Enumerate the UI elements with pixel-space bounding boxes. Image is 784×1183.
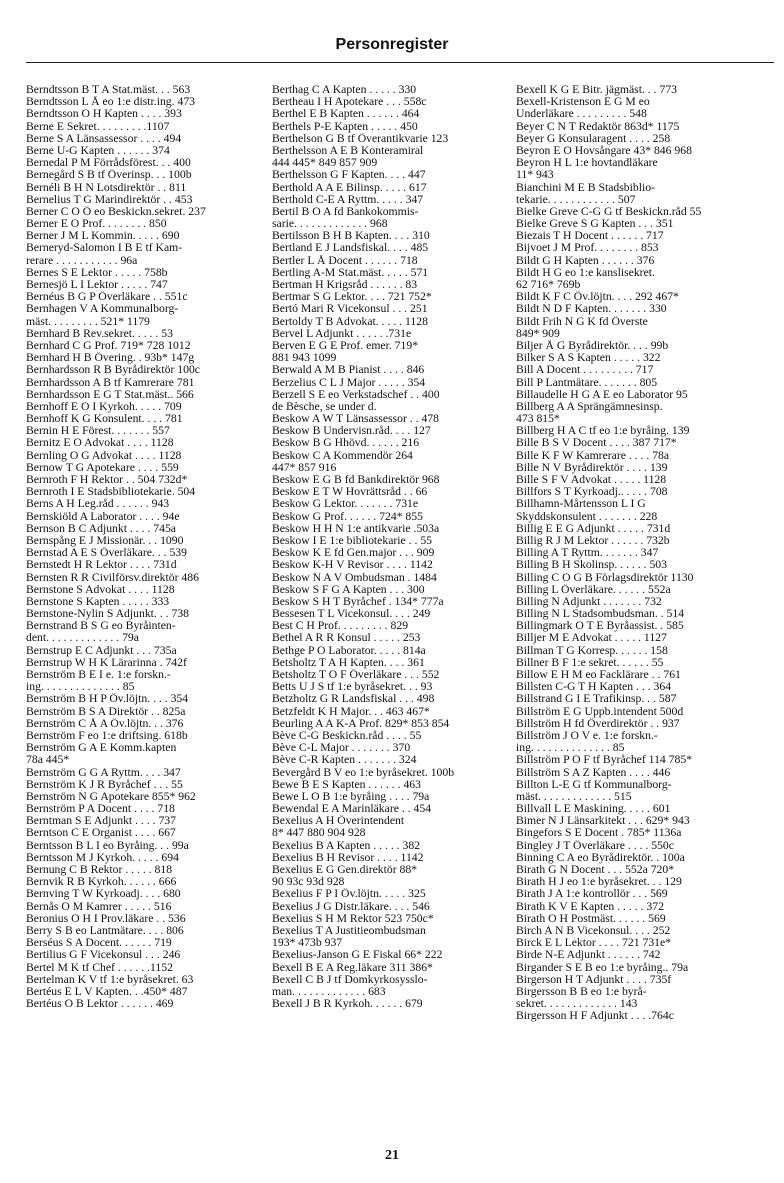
register-entry: mäst. . . . . . . . . . . . . 515	[516, 790, 632, 803]
register-entry: Bertelman K V tf 1:e byråsekret. 63	[26, 973, 194, 986]
register-entry: 90 93c 93d 928	[272, 876, 345, 889]
register-entry: Birde N-E Adjunkt . . . . . . 742	[516, 949, 661, 962]
register-entry: Bethge P O Laborator. . . . . 814a	[272, 644, 426, 657]
register-entry: Bernstrand B S G eo Byråinten-	[26, 620, 176, 633]
register-entry: Bève C-R Kapten . . . . . . . 324	[272, 754, 417, 767]
register-entry: Beyer C N T Redaktör 863d* 1175	[516, 120, 680, 133]
register-entry: Berzelius C L J Major . . . . . 354	[272, 376, 426, 389]
register-entry: Billström S A Z Kapten . . . . 446	[516, 766, 671, 779]
register-entry: Bildt N D F Kapten. . . . . . . 330	[516, 303, 667, 316]
register-entry: Bernson B C Adjunkt . . . . 745a	[26, 522, 176, 535]
register-entry: 62 716* 769b	[516, 279, 581, 291]
register-entry: Berthelsson G F Kapten. . . . 447	[272, 169, 426, 182]
register-entry: Bernspång E J Missionär. . . 1090	[26, 534, 184, 547]
register-entry: Berthelson G B tf Överantikvarie 123	[272, 132, 449, 145]
register-entry: Billaudelle H G A E eo Laborator 95	[516, 388, 688, 401]
register-entry: Billström H fd Överdirektör . . 937	[516, 717, 680, 730]
register-entry: Bexelius F P I Öv.löjtn. . . . . 325	[272, 888, 426, 901]
register-entry: Beskow S H T Byråchef . 134* 777a	[272, 595, 444, 608]
register-entry: Bernstrup E C Adjunkt . . . 735a	[26, 644, 177, 657]
register-entry: Bernow T G Apotekare . . . . 559	[26, 461, 179, 474]
register-entry: Bernung C B Rektor . . . . . 818	[26, 864, 173, 876]
register-entry: Bernstone-Nylin S Adjunkt. . . 738	[26, 608, 189, 621]
register-entry: Berthels P-E Kapten . . . . . 450	[272, 120, 418, 133]
register-entry: Bertéus E L V Kapten. . .450* 487	[26, 985, 188, 998]
register-entry: Billfors S T Kyrkoadj.. . . . . 708	[516, 486, 668, 499]
register-entry: Bernström B E I e. 1:e forskn.-	[26, 669, 171, 681]
register-entry: Betzfeldt K H Major. . . 463 467*	[272, 705, 430, 718]
register-entry: Berne S A Länsassessor . . . . 494	[26, 132, 182, 145]
register-entry: 444 445* 849 857 909	[272, 157, 378, 170]
register-entry: 447* 857 916	[272, 461, 337, 474]
register-entry: Betzholtz G R Landsfiskal . . . 498	[272, 693, 435, 706]
register-entry: Bexell-Kristenson E G M eo	[516, 96, 650, 109]
register-entry: Bernhard B Rev.sekret. . . . . 53	[26, 327, 173, 340]
register-entry: Berthelsson A E B Konteramiral	[272, 144, 424, 157]
register-entry: Bexelius B A Kapten . . . . . 382	[272, 839, 421, 852]
register-entry: Bingley J T Överläkare . . . . 550c	[516, 839, 674, 852]
register-entry: Bielke Greve S G Kapten . . . 351	[516, 218, 674, 231]
register-entry: Bille S F V Advokat . . . . . 1128	[516, 474, 667, 486]
register-entry: Skyddskonsulent . . . . . . . 228	[516, 510, 658, 523]
register-entry: Berner C O Ö eo Beskickn.sekret. 237	[26, 205, 206, 218]
register-entry: Bernström B H P Öv.löjtn. . . . 354	[26, 693, 189, 706]
register-entry: Berven E G E Prof. emer. 719*	[272, 339, 419, 352]
register-entry: Birath O H Postmäst. . . . . . 569	[516, 912, 666, 925]
register-column-2	[272, 84, 506, 1010]
register-entry: Bernroth I E Stadsbibliotekarie. 504	[26, 486, 196, 499]
register-entry: Bernedal P M Förrådsförest. . . 400	[26, 157, 191, 170]
register-entry: Bingefors S E Docent . 785* 1136a	[516, 827, 682, 840]
register-entry: 881 943 1099	[272, 352, 337, 365]
register-entry: Bimer N J Länsarkitekt . . . 629* 943	[516, 815, 690, 828]
register-entry: Bertilius G F Vicekonsul . . . 246	[26, 949, 181, 962]
register-entry: Bexelius S H M Rektor 523 750c*	[272, 912, 434, 925]
register-entry: Birath G N Docent . . . 552a 720*	[516, 864, 675, 876]
register-entry: Bernström P A Docent . . . . 718	[26, 803, 175, 816]
register-entry: Beyron E O Hovsångare 43* 846 968	[516, 144, 692, 157]
register-entry: Bernström K J R Byråchef . . . 55	[26, 778, 183, 791]
register-entry: Berneryd-Salomon I B E tf Kam-	[26, 242, 183, 255]
register-entry: Bernhard H B Övering. . 93b* 147g	[26, 352, 195, 365]
register-entry: Bernskiöld A Laborator . . . . 94e	[26, 510, 180, 523]
register-entry: Beskow E T W Hovrättsråd . . 66	[272, 486, 428, 499]
register-entry: Beskow I E 1:e bibliotekarie . . 55	[272, 534, 433, 547]
register-entry: Berwald A M B Pianist . . . . 846	[272, 364, 425, 377]
register-entry: Billstrand G I E Trafikinsp. . . 587	[516, 693, 677, 706]
register-entry: Billner B F 1:e sekret. . . . . . 55	[516, 656, 664, 669]
register-entry: Bernström N G Apotekare 855* 962	[26, 790, 196, 803]
register-entry: Bildt Frih N G K fd Överste	[516, 315, 648, 328]
register-entry: Billing L Överläkare. . . . . . 552a	[516, 583, 671, 596]
register-entry: sekret. . . . . . . . . . . . . 143	[516, 998, 638, 1011]
register-entry: Betsholtz T O F Överläkare . . . 552	[272, 669, 440, 681]
register-entry: Bexell K G E Bitr. jägmäst. . . 773	[516, 84, 678, 96]
register-entry: Billman T G Korresp. . . . . . 158	[516, 644, 668, 657]
register-entry: Bernström F eo 1:e driftsing. 618b	[26, 729, 188, 742]
register-entry: Beskow N A V Ombudsman . 1484	[272, 571, 437, 584]
register-entry: Beskow A W T Länsassessor . . 478	[272, 413, 439, 426]
register-entry: Berthel E B Kapten . . . . . . 464	[272, 108, 420, 121]
register-entry: Bertilsson B H B Kapten. . . . 310	[272, 230, 430, 243]
register-entry: Beskow K E fd Gen.major . . . 909	[272, 547, 435, 560]
register-entry: Billsten C-G T H Kapten . . . 364	[516, 681, 672, 694]
register-entry: Beskow C A Kommendör 264	[272, 449, 413, 462]
register-entry: Bexelius J G Distr.läkare. . . . 546	[272, 900, 430, 913]
register-entry: Bernstone S Kapten . . . . . 333	[26, 595, 170, 608]
register-entry: Billing C O G B Förlagsdirektör 1130	[516, 571, 694, 584]
register-entry: Billing N L Stadsombudsman. . 514	[516, 608, 685, 621]
register-entry: Bexell J B R Kyrkoh. . . . . . 679	[272, 998, 423, 1011]
register-entry: Bernes S E Lektor . . . . . 758b	[26, 266, 168, 279]
register-entry: Bève C-L Major . . . . . . . 370	[272, 742, 411, 755]
register-entry: Beskow B G Hhövd. . . . . . 216	[272, 437, 420, 450]
register-entry: Berner E O Prof. . . . . . . . 850	[26, 218, 167, 231]
register-entry: Beronius O H I Prov.läkare . . 536	[26, 912, 186, 925]
register-entry: Beskow H H N 1:e antikvarie .503a	[272, 522, 440, 535]
register-entry: Birgander S E B eo 1:e byråing.. 79a	[516, 961, 689, 974]
register-entry: Bernstad A E S Överläkare. . . 539	[26, 547, 187, 560]
register-entry: Bertó Mari R Vicekonsul . . . 251	[272, 303, 428, 316]
header-rule	[26, 62, 774, 63]
register-entry: Bernstone S Advokat . . . . 1128	[26, 583, 175, 596]
register-entry: Berthold C-E A Ryttm. . . . . 347	[272, 193, 424, 206]
register-entry: Berndtsson O H Kapten . . . . 393	[26, 108, 182, 121]
register-entry: Bertil B O A fd Bankokommis-	[272, 205, 419, 218]
register-entry: Birch A N B Vicekonsul. . . . 252	[516, 924, 671, 937]
register-entry: Berndtsson B T A Stat.mäst. . . 563	[26, 84, 191, 96]
register-entry: sarie. . . . . . . . . . . . . 968	[272, 218, 388, 231]
register-entry: Billing A T Ryttm. . . . . . . 347	[516, 547, 659, 560]
register-entry: Berner J M L Kommin. . . . . 690	[26, 230, 180, 243]
register-entry: Underläkare . . . . . . . . . 548	[516, 108, 647, 121]
register-entry: Bernin H E Förest. . . . . . . 557	[26, 425, 170, 438]
register-entry: Berns A H Leg.råd . . . . . . 943	[26, 498, 170, 511]
register-entry: rerare . . . . . . . . . . . 96a	[26, 254, 138, 267]
register-entry: Beskow S F G A Kapten . . . 300	[272, 583, 425, 596]
register-entry: Birgersson B B eo 1:e byrå-	[516, 985, 647, 998]
register-entry: Bielke Greve C-G G tf Beskickn.råd 55	[516, 205, 702, 218]
register-entry: Billjer M E Advokat . . . . . 1127	[516, 632, 667, 645]
register-entry: Bildt H G eo 1:e kanslisekret.	[516, 266, 655, 279]
register-entry: man. . . . . . . . . . . . . 683	[272, 985, 386, 998]
register-entry: Bille B S V Docent . . . . 387 717*	[516, 437, 677, 450]
register-entry: Bertman H Krigsråd . . . . . . 83	[272, 279, 418, 291]
register-entry: Bewe L O B 1:e byråing . . . . 79a	[272, 790, 430, 803]
register-entry: Bertmar S G Lektor. . . . 721 752*	[272, 291, 432, 304]
page-title: Personregister	[335, 36, 449, 53]
register-entry: Bildt G H Kapten . . . . . . 376	[516, 254, 655, 267]
register-entry: Bernéli B H N Lotsdirektör . . 811	[26, 181, 187, 194]
register-entry: Berntsson B L I eo Byråing. . . 99a	[26, 839, 189, 852]
register-entry: Bervel L Adjunkt . . . . . .731e	[272, 327, 412, 340]
register-entry: Bernéus B G P Överläkare . . 551c	[26, 291, 188, 304]
register-entry: Bernhardsson A B tf Kamrerare 781	[26, 376, 195, 389]
register-entry: Beskow K-H V Revisor . . . . 1142	[272, 559, 433, 572]
register-entry: Bertoldy T B Advokat. . . . . 1128	[272, 315, 428, 328]
register-entry: Biezais T H Docent . . . . . . 717	[516, 230, 664, 243]
register-entry: Billig R J M Lektor . . . . . . 732b	[516, 534, 670, 547]
register-column-3	[516, 84, 774, 1022]
register-entry: Best C H Prof. . . . . . . . . 829	[272, 620, 409, 633]
register-entry: Berntson C E Organist . . . . 667	[26, 827, 176, 840]
register-entry: Bernsten R R Civilförsv.direktör 486	[26, 571, 199, 584]
register-entry: Biljer Å G Byrådirektör. . . . 99b	[516, 339, 669, 352]
register-entry: Bernström C Å A Öv.löjtn. . . 376	[26, 717, 184, 730]
register-entry: Bessesen T L Vicekonsul. . . . 249	[272, 608, 431, 621]
register-entry: Bernstedt H R Lektor . . . . 731d	[26, 559, 177, 572]
register-entry: Billton L-E G tf Kommunalborg-	[516, 778, 672, 791]
register-entry: Bernling O G Advokat . . . . 1128	[26, 449, 182, 462]
register-entry: Bijvoet J M Prof. . . . . . . . 853	[516, 242, 659, 255]
register-entry: Berthold A A E Bilinsp. . . . . 617	[272, 181, 427, 194]
register-entry: 849* 909	[516, 327, 560, 340]
register-entry: Beskow G Prof. . . . . . 724* 855	[272, 510, 423, 523]
register-entry: Berne E Sekret. . . . . . . . .1107	[26, 120, 170, 133]
register-entry: Bevergård B V eo 1:e byråsekret. 100b	[272, 766, 455, 779]
register-entry: Bildt K F C Öv.löjtn. . . . 292 467*	[516, 291, 679, 304]
register-entry: Bexell B E A Reg.läkare 311 386*	[272, 961, 433, 974]
register-entry: Birgersson H F Adjunkt . . . .764c	[516, 1010, 674, 1023]
register-entry: Billström E G Uppb.intendent 500d	[516, 705, 684, 718]
register-entry: Bill A Docent . . . . . . . . . 717	[516, 364, 654, 377]
register-entry: Birath H J eo 1:e byråsekret. . . 129	[516, 876, 682, 889]
register-entry: Berthag C A Kapten . . . . . 330	[272, 84, 417, 96]
register-entry: Beyer G Konsularagent . . . . 258	[516, 132, 671, 145]
register-entry: mäst. . . . . . . . . 521* 1179	[26, 315, 150, 328]
register-entry: Bernroth F H Rektor . . 504 732d*	[26, 474, 188, 486]
register-entry: Betsholtz T A H Kapten. . . . 361	[272, 656, 425, 669]
register-entry: 8* 447 880 904 928	[272, 827, 366, 840]
register-entry: Berndtsson L Å eo 1:e distr.ing. 473	[26, 96, 196, 109]
register-entry: Birath K V E Kapten . . . . . 372	[516, 900, 664, 913]
register-entry: 78a 445*	[26, 754, 70, 767]
register-entry: Billow E H M eo Facklärare . . 761	[516, 669, 681, 681]
register-entry: Bexell C B J tf Domkyrkosysslo-	[272, 973, 428, 986]
register-entry: ing. . . . . . . . . . . . . . 85	[516, 742, 625, 755]
register-entry: Beskow E G B fd Bankdirektör 968	[272, 474, 440, 486]
register-entry: Bill P Lantmätare. . . . . . . 805	[516, 376, 658, 389]
register-entry: Bertel M K tf Chef . . . . . .1152	[26, 961, 173, 974]
register-entry: 473 815*	[516, 413, 560, 426]
register-entry: Billing B H Skolinsp. . . . . . 503	[516, 559, 667, 572]
register-entry: Billberg H A C tf eo 1:e byråing. 139	[516, 425, 690, 438]
register-entry: Bernelius T G Marindirektör . . 453	[26, 193, 193, 206]
register-entry: Bernstrup W H K Lärarinna . 742f	[26, 656, 187, 669]
register-entry: Bernström B S A Direktör . . 825a	[26, 705, 186, 718]
register-entry: Birath J A 1:e kontrollör . . . 569	[516, 888, 668, 901]
register-entry: Bernhagen V A Kommunalborg-	[26, 303, 179, 316]
register-entry: Bernström G A E Komm.kapten	[26, 742, 177, 755]
register-entry: Birgerson H T Adjunkt . . . . 735f	[516, 973, 672, 986]
register-entry: Bexelius A H Överintendent	[272, 815, 405, 828]
register-entry: Bernås O M Kamrer . . . . . 516	[26, 900, 172, 913]
register-entry: Bexelius B H Revisor . . . . 1142	[272, 851, 424, 864]
register-entry: Bernhardsson R B Byrådirektör 100c	[26, 364, 200, 377]
register-entry: 11* 943	[516, 169, 554, 182]
register-entry: dent. . . . . . . . . . . . . 79a	[26, 632, 139, 645]
register-entry: Bianchini M E B Stadsbiblio-	[516, 181, 655, 194]
register-entry: Bille K F W Kamrerare . . . . 78a	[516, 449, 670, 462]
register-entry: de Bèsche, se under d.	[272, 400, 377, 413]
register-entry: Billström J O V e. 1:e forskn.-	[516, 729, 658, 742]
register-entry: Billström P O F tf Byråchef 114 785*	[516, 754, 693, 767]
register-entry: Birck E L Lektor . . . . 721 731e*	[516, 937, 672, 950]
register-entry: Bernhard C G Prof. 719* 728 1012	[26, 339, 191, 352]
page-number: 21	[385, 1148, 399, 1163]
register-entry: Bethel A R R Konsul . . . . . 253	[272, 632, 421, 645]
register-entry: Berntsson M J Kyrkoh. . . . . 694	[26, 851, 179, 864]
register-entry: Billing N Adjunkt . . . . . . . 732	[516, 595, 662, 608]
register-entry: Billberg A A Sprängämnesinsp.	[516, 400, 663, 413]
register-entry: Bernegård S B tf Överinsp. . . 100b	[26, 169, 192, 182]
register-entry: Bexelius-Janson G E Fiskal 66* 222	[272, 949, 443, 962]
register-entry: Billingmark O T E Byråassist. . 585	[516, 620, 684, 633]
register-entry: ing. . . . . . . . . . . . . . 85	[26, 681, 135, 694]
register-entry: Bilker S A S Kapten . . . . . 322	[516, 352, 661, 365]
register-entry: Bernving T W Kyrkoadj. . . . 680	[26, 888, 181, 901]
register-entry: Bewendal E A Marinläkare . . 454	[272, 803, 432, 816]
register-entry: Bernitz E O Advokat . . . . 1128	[26, 437, 174, 450]
register-entry: Bewe B E S Kapten . . . . . . 463	[272, 778, 421, 791]
register-entry: Bertéus O B Lektor . . . . . . 469	[26, 998, 174, 1011]
register-entry: Bille N V Byrådirektör . . . . 139	[516, 461, 668, 474]
register-entry: Betts U J S tf 1:e byråsekret. . . 93	[272, 681, 433, 694]
register-entry: Bernvik R B Kyrkoh. . . . . . 666	[26, 876, 177, 889]
register-entry: Berséus S A Docent. . . . . . 719	[26, 937, 172, 950]
register-entry: 193* 473b 937	[272, 937, 343, 950]
register-entry: Beyron H L 1:e hovtandläkare	[516, 157, 658, 170]
register-entry: Bertheau I H Apotekare . . . 558c	[272, 96, 427, 109]
register-entry: Bernesjö L I Lektor . . . . . 747	[26, 279, 168, 291]
register-entry: Berzell S E eo Verkstadschef . . 400	[272, 388, 440, 401]
register-entry: Bernhoff K G Konsulent. . . . 781	[26, 413, 183, 426]
register-entry: Bernström G G A Ryttm. . . . 347	[26, 766, 181, 779]
register-entry: Berntman S E Adjunkt . . . . 737	[26, 815, 176, 828]
register-entry: Bexelius T A Justitieombudsman	[272, 924, 426, 937]
register-entry: Bexelius E G Gen.direktör 88*	[272, 864, 418, 876]
register-entry: Bertling A-M Stat.mäst. . . . . 571	[272, 266, 429, 279]
register-entry: Bertler L Å Docent . . . . . . 718	[272, 254, 418, 267]
register-entry: Billig E E G Adjunkt . . . . . 731d	[516, 522, 671, 535]
register-entry: Beskow B Undervisn.råd. . . . 127	[272, 425, 431, 438]
register-entry: Berne U-G Kapten . . . . . . 374	[26, 144, 170, 157]
register-entry: tekarie. . . . . . . . . . . . 507	[516, 193, 636, 206]
register-entry: Billvall L E Maskining. . . . . 601	[516, 803, 671, 816]
register-entry: Bève C-G Beskickn.råd . . . . 55	[272, 729, 422, 742]
register-entry: Bernhardsson E G T Stat.mäst.. 566	[26, 388, 194, 401]
register-entry: Beskow G Lektor. . . . . . . 731e	[272, 498, 419, 511]
register-entry: Bertland E J Landsfiskal. . . . 485	[272, 242, 429, 255]
register-entry: Binning C A eo Byrådirektör. . 100a	[516, 851, 685, 864]
register-entry: Berry S B eo Lantmätare. . . . 806	[26, 924, 184, 937]
register-entry: Bernhoff E O I Kyrkoh. . . . . 709	[26, 400, 182, 413]
register-entry: Billhamn-Mårtensson L I G	[516, 498, 646, 511]
register-entry: Beurling A A K-A Prof. 829* 853 854	[272, 717, 450, 730]
register-column-1	[26, 84, 260, 1010]
